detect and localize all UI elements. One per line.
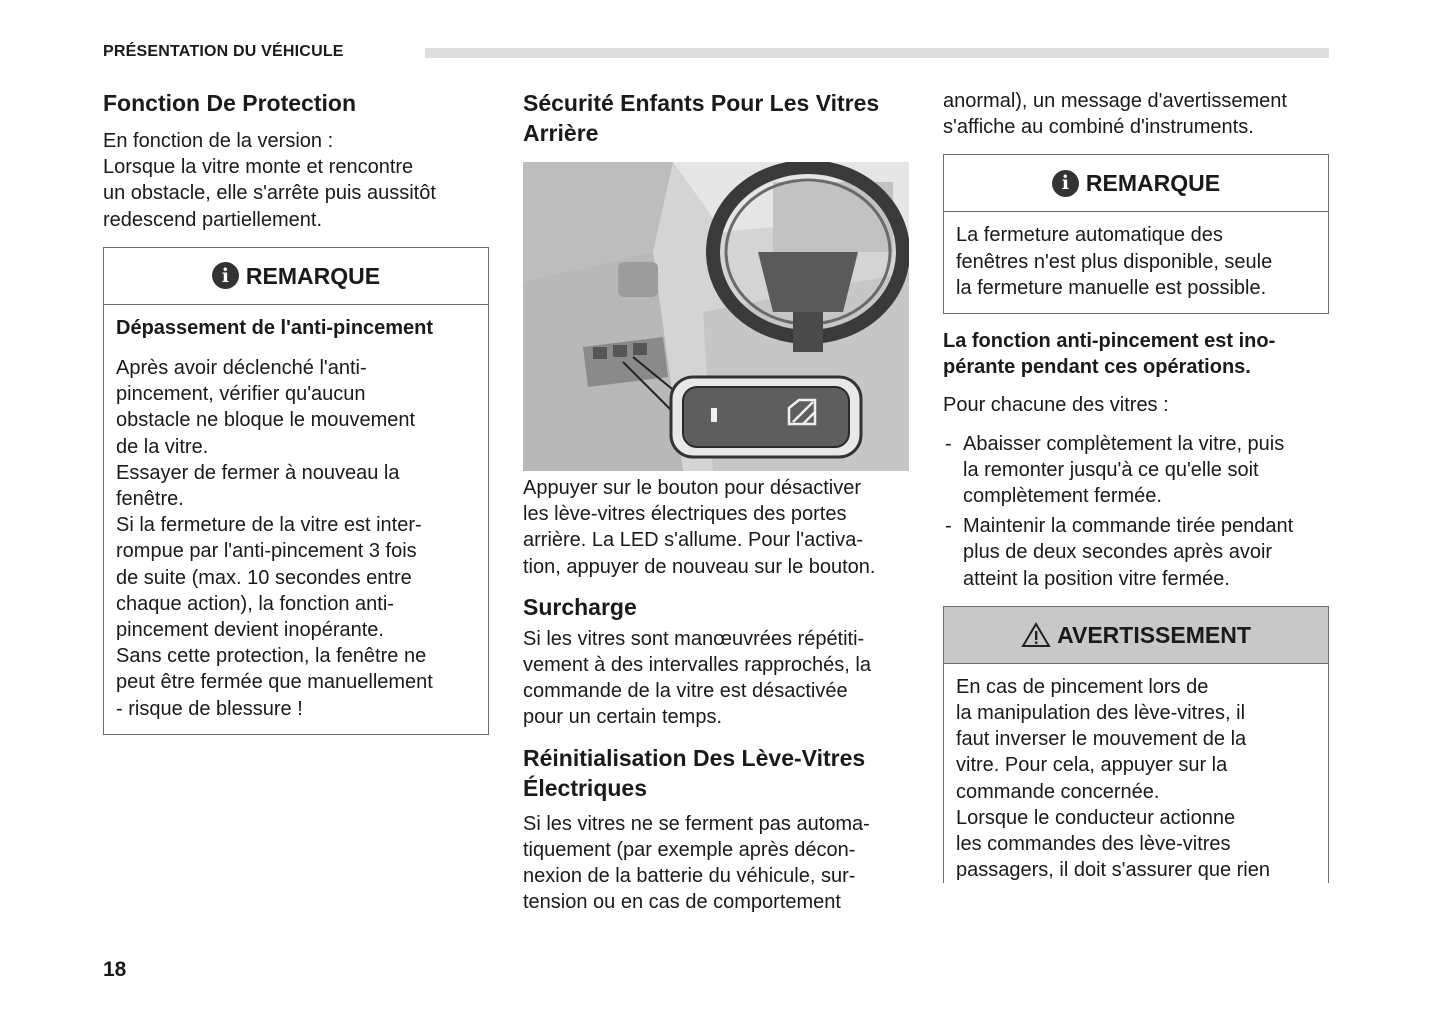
heading-surcharge: Surcharge: [523, 593, 637, 620]
list-item: - Abaisser complètement la vitre, puis la remonter jusqu'à ce qu'elle soit complètement fermée.: [943, 431, 1329, 510]
warning-header: [944, 607, 1328, 664]
text-line: obstacle ne bloque le mouvement: [116, 409, 416, 432]
text-line: Lorsque la vitre monte et rencontre: [103, 156, 414, 179]
text-line: chaque action), la fonction anti-: [116, 592, 394, 615]
info-icon: i: [1052, 170, 1079, 197]
column-middle: [523, 88, 909, 927]
remark-header: [104, 248, 488, 305]
text-line: Essayer de fermer à nouveau la: [116, 461, 400, 484]
anti-pinch-inactive-note: La fonction anti-pincement est ino- pérante pendant ces opérations.: [943, 330, 1276, 379]
remark-subheading: Dépassement de l'anti-pincement: [116, 316, 434, 339]
text-line: de la vitre.: [116, 435, 209, 458]
warning-body: En cas de pincement lors de la manipulation des lève-vitres, il faut inverser le mouvement de la vitre. Pour cela, appuyer sur la commande concernée. Lorsque le conducteur actionne les commandes des lève-vitres passagers, il doit s'assurer que rien: [956, 675, 1270, 882]
text-line: pincement, vérifier qu'aucun: [116, 383, 366, 406]
text-line: Sans cette protection, la fenêtre ne: [116, 645, 427, 668]
text-line: - risque de blessure !: [116, 697, 303, 720]
warning-triangle-icon: [1021, 622, 1051, 648]
remark-box-auto-close: [943, 154, 1329, 314]
led-indicator: [711, 408, 717, 422]
page-number: 18: [103, 958, 127, 981]
page-header-title: PRÉSENTATION DU VÉHICULE: [103, 43, 344, 60]
heading-protection: Fonction De Protection: [103, 90, 356, 116]
heading-child-safety: Sécurité Enfants Pour Les Vitres Arrière: [523, 90, 880, 146]
column-right: [943, 88, 1329, 883]
warning-box: [943, 606, 1329, 884]
text-line: de suite (max. 10 secondes entre: [116, 566, 412, 589]
car-interior-illustration: [523, 162, 909, 471]
text-line: Si la fermeture de la vitre est inter-: [116, 514, 422, 537]
child-safety-caption: Appuyer sur le bouton pour désactiver les lève-vitres électriques des portes arrière. La LED s'allume. Pour l'activa- tion, appuyer de nouveau sur le bouton.: [523, 477, 876, 578]
header-rule: [425, 48, 1329, 58]
info-icon: i: [212, 262, 239, 289]
text-line: peut être fermée que manuellement: [116, 671, 433, 694]
remark-body: [104, 305, 488, 734]
protection-intro: [103, 128, 489, 233]
text-line: un obstacle, elle s'arrête puis aussitôt: [103, 182, 436, 205]
continuation-text: anormal), un message d'avertissement s'affiche au combiné d'instruments.: [943, 90, 1287, 139]
reinit-text: Si les vitres ne se ferment pas automa- tiquement (par exemple après décon- nexion de la batterie du véhicule, sur- tension ou en cas de comportement: [523, 812, 870, 914]
text-line: redescend partiellement.: [103, 208, 323, 231]
remark-box-anti-pinch: [103, 247, 489, 735]
reset-steps-list: [943, 431, 1329, 592]
text-line: Après avoir déclenché l'anti-: [116, 357, 367, 380]
text-line: En fonction de la version :: [103, 130, 334, 152]
remark-label: REMARQUE: [245, 262, 381, 289]
each-window-text: Pour chacune des vitres :: [943, 394, 1169, 417]
text-line: pincement devient inopérante.: [116, 619, 384, 642]
text-line: rompue par l'anti-pincement 3 fois: [116, 540, 417, 563]
column-left: [103, 88, 489, 735]
text-line: fenêtre.: [116, 488, 184, 511]
remark-header: [944, 155, 1328, 212]
warning-label: AVERTISSEMENT: [1057, 621, 1251, 648]
surcharge-text: Si les vitres sont manœuvrées répétiti- vement à des intervalles rapprochés, la commande de la vitre est désactivée pour un certain temps.: [523, 627, 871, 729]
list-item: - Maintenir la commande tirée pendant plus de deux secondes après avoir atteint la position vitre fermée.: [943, 513, 1329, 592]
remark-label: REMARQUE: [1085, 170, 1221, 197]
heading-reinitialisation: Réinitialisation Des Lève-Vitres Électriques: [523, 744, 866, 801]
remark-body: La fermeture automatique des fenêtres n'est plus disponible, seule la fermeture manuelle est possible.: [956, 224, 1273, 299]
